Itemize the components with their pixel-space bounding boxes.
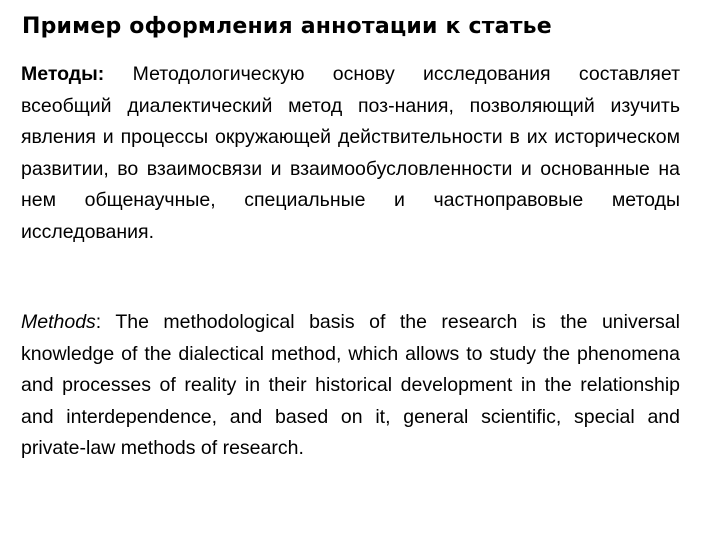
abstract-russian (21, 59, 680, 249)
abstract-english (21, 307, 680, 465)
methods-text-english: : The methodological basis of the research is the universal knowledge of the dialectical method, which allows to study the phenomena and processes of reality in their historical development in the relationship and interdependence, and based on it, general scientific, special and private-law methods of research. (21, 311, 680, 460)
methods-label-english: Methods (21, 311, 96, 333)
methods-text-russian: Методологическую основу исследования составляет всеобщий диалектический метод поз-нания, позволяющий изучить явления и процессы окружающей действительности в их историческом развитии, во взаимосвязи и взаимообусловленности и основанные на нем общенаучные, специальные и частноправовые методы исследования. (21, 63, 680, 243)
slide-title: Пример оформления аннотации к статье (22, 14, 552, 39)
methods-label-russian: Методы: (21, 63, 105, 85)
